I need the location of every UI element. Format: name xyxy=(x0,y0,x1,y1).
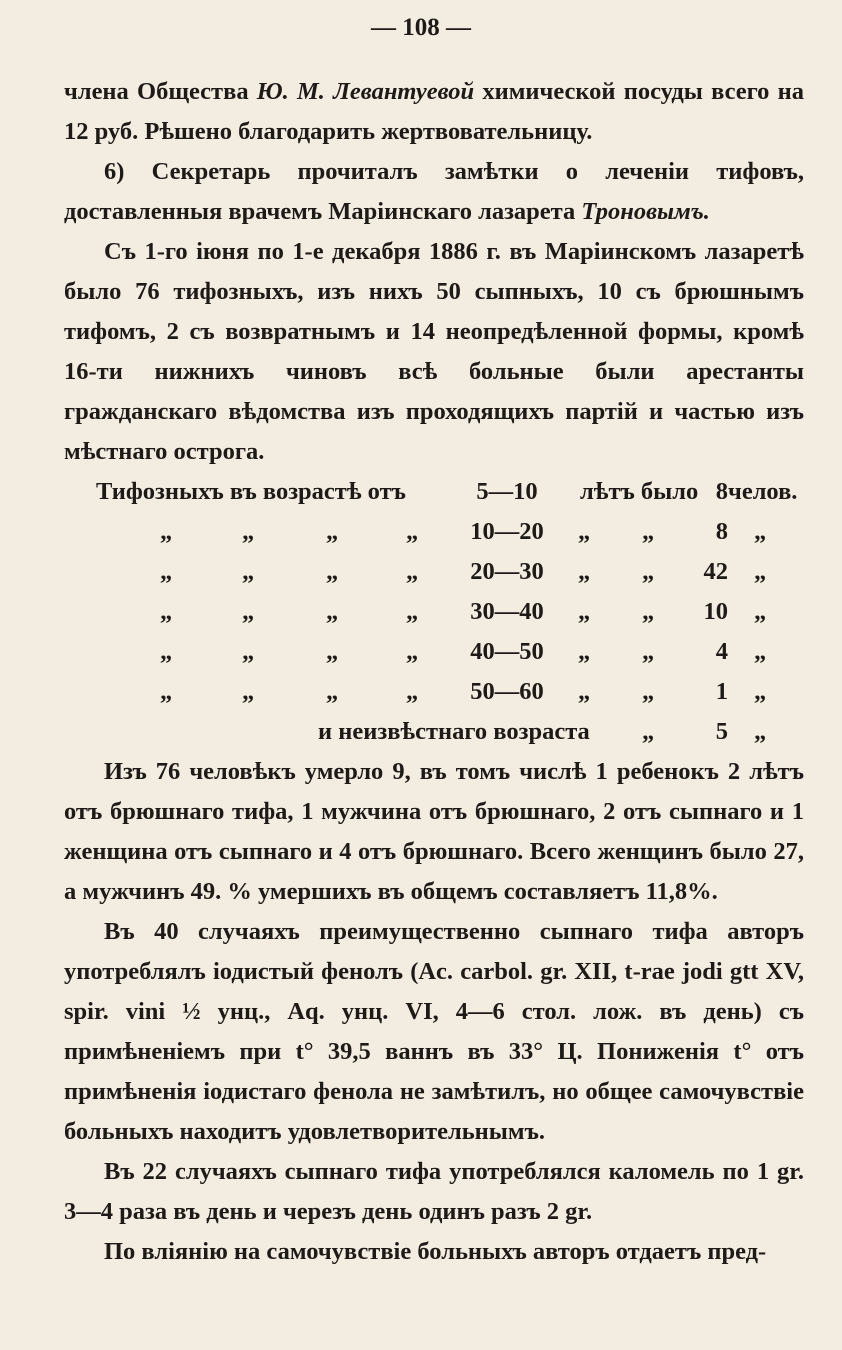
ditto-mark: „ xyxy=(160,518,173,545)
ditto-mark: „ xyxy=(242,518,255,545)
ditto-mark: „ xyxy=(326,518,339,545)
ditto-mark: „ xyxy=(326,558,339,585)
ditto-mark: „ xyxy=(242,598,255,625)
ditto-mark: „ xyxy=(406,598,419,625)
age-table-row xyxy=(64,472,804,512)
page-body xyxy=(64,72,804,1272)
age-count: 8 xyxy=(715,478,728,505)
paragraph-7: По вліянію на самочувствіе больныхъ авторъ отдаетъ пред- xyxy=(104,1238,767,1265)
age-range: 20—30 xyxy=(470,558,544,585)
age-table-row xyxy=(64,712,804,752)
age-count: 42 xyxy=(703,558,728,585)
age-range: 5—10 xyxy=(476,478,538,505)
ditto-mark: „ xyxy=(326,678,339,705)
ditto-mark: „ xyxy=(406,678,419,705)
ditto-mark: „ xyxy=(578,678,591,705)
paragraph-2-text: 6) Секретарь прочиталъ замѣтки о леченіи тифовъ, доставленныя врачемъ Маріинскаго лазарета xyxy=(64,158,804,225)
ditto-mark: „ xyxy=(642,678,655,705)
ditto-mark: „ xyxy=(754,598,767,625)
age-table-row xyxy=(64,632,804,672)
ditto-mark: „ xyxy=(642,558,655,585)
ditto-mark: „ xyxy=(754,718,767,745)
age-table-row xyxy=(64,552,804,592)
ditto-mark: „ xyxy=(642,598,655,625)
age-range: 10—20 xyxy=(470,518,544,545)
age-table xyxy=(64,472,804,752)
ditto-mark: „ xyxy=(754,638,767,665)
ditto-mark: „ xyxy=(578,598,591,625)
paragraph-3: Съ 1-го іюня по 1-е декабря 1886 г. въ Маріинскомъ лазаретѣ было 76 тифозныхъ, изъ нихъ 50 сыпныхъ, 10 съ брюшнымъ тифомъ, 2 съ возвратнымъ и 14 неопредѣленной формы, кромѣ 16-ти нижнихъ чиновъ всѣ больные были арестанты гражданскаго вѣдомства изъ проходящихъ партій и частью изъ мѣстнаго острога. xyxy=(64,238,804,465)
ditto-mark: „ xyxy=(242,638,255,665)
doctor-name: Троновымъ. xyxy=(581,198,710,225)
ditto-mark: „ xyxy=(326,598,339,625)
ditto-mark: „ xyxy=(242,558,255,585)
paragraph-1 xyxy=(64,72,804,152)
ditto-mark: „ xyxy=(160,678,173,705)
age-range: 50—60 xyxy=(470,678,544,705)
age-count: 1 xyxy=(715,678,728,705)
paragraph-1-text-b: химической посуды всего на 12 руб. Рѣшено благодарить жертвовательницу. xyxy=(64,78,805,145)
ditto-mark: „ xyxy=(754,678,767,705)
unknown-age-label: и неизвѣстнаго возраста xyxy=(318,718,590,745)
ditto-mark: „ xyxy=(642,638,655,665)
ditto-mark: „ xyxy=(160,638,173,665)
age-count: 10 xyxy=(703,598,728,625)
ditto-mark: „ xyxy=(642,518,655,545)
age-count: 8 xyxy=(715,518,728,545)
page-number: — 108 — xyxy=(371,14,471,41)
age-table-row xyxy=(64,672,804,712)
ditto-mark: „ xyxy=(160,598,173,625)
paragraph-6: Въ 22 случаяхъ сыпнаго тифа употреблялся каломель по 1 gr. 3—4 раза въ день и черезъ день одинъ разъ 2 gr. xyxy=(64,1158,804,1225)
ditto-mark: „ xyxy=(578,558,591,585)
age-range: 40—50 xyxy=(470,638,544,665)
ditto-mark: „ xyxy=(326,638,339,665)
ditto-mark: „ xyxy=(406,638,419,665)
paragraph-4: Изъ 76 человѣкъ умерло 9, въ томъ числѣ 1 ребенокъ 2 лѣтъ отъ брюшнаго тифа, 1 мужчина отъ брюшнаго, 2 отъ сыпнаго и 1 женщина отъ сыпнаго и 4 отъ брюшнаго. Всего женщинъ было 27, а мужчинъ 49. % умершихъ въ общемъ составляетъ 11,8%. xyxy=(64,758,804,905)
paragraph-1-text-a: члена Общества xyxy=(64,78,257,105)
ditto-mark: „ xyxy=(242,678,255,705)
ditto-mark: „ xyxy=(754,518,767,545)
paragraph-2 xyxy=(64,152,804,232)
age-count: 5 xyxy=(715,718,728,745)
ditto-mark: „ xyxy=(578,518,591,545)
age-table-row xyxy=(64,592,804,632)
age-unit-first: лѣтъ было xyxy=(580,478,699,505)
ditto-mark: „ xyxy=(642,718,655,745)
donor-name: Ю. М. Левантуевой xyxy=(256,78,475,105)
ditto-mark: „ xyxy=(406,558,419,585)
age-count: 4 xyxy=(715,638,728,665)
ditto-mark: „ xyxy=(406,518,419,545)
age-table-label: Тифозныхъ въ возрастѣ отъ xyxy=(96,478,406,505)
paragraph-5: Въ 40 случаяхъ преимущественно сыпнаго тифа авторъ употреблялъ іодистый фенолъ (Ac. carbol. gr. XII, t-rae jodi gtt XV, spir. vini ½ унц., Aq. унц. VI, 4—6 стол. лож. въ день) съ примѣненіемъ при t° 39,5 ваннъ въ 33° Ц. Пониженія t° отъ примѣненія іодистаго фенола не замѣтилъ, но общее самочувствіе больныхъ находитъ удовлетворительнымъ. xyxy=(64,918,804,1145)
age-table-row xyxy=(64,512,804,552)
ditto-mark: „ xyxy=(578,638,591,665)
age-unit-last: челов. xyxy=(728,478,798,505)
age-range: 30—40 xyxy=(470,598,544,625)
ditto-mark: „ xyxy=(754,558,767,585)
ditto-mark: „ xyxy=(160,558,173,585)
